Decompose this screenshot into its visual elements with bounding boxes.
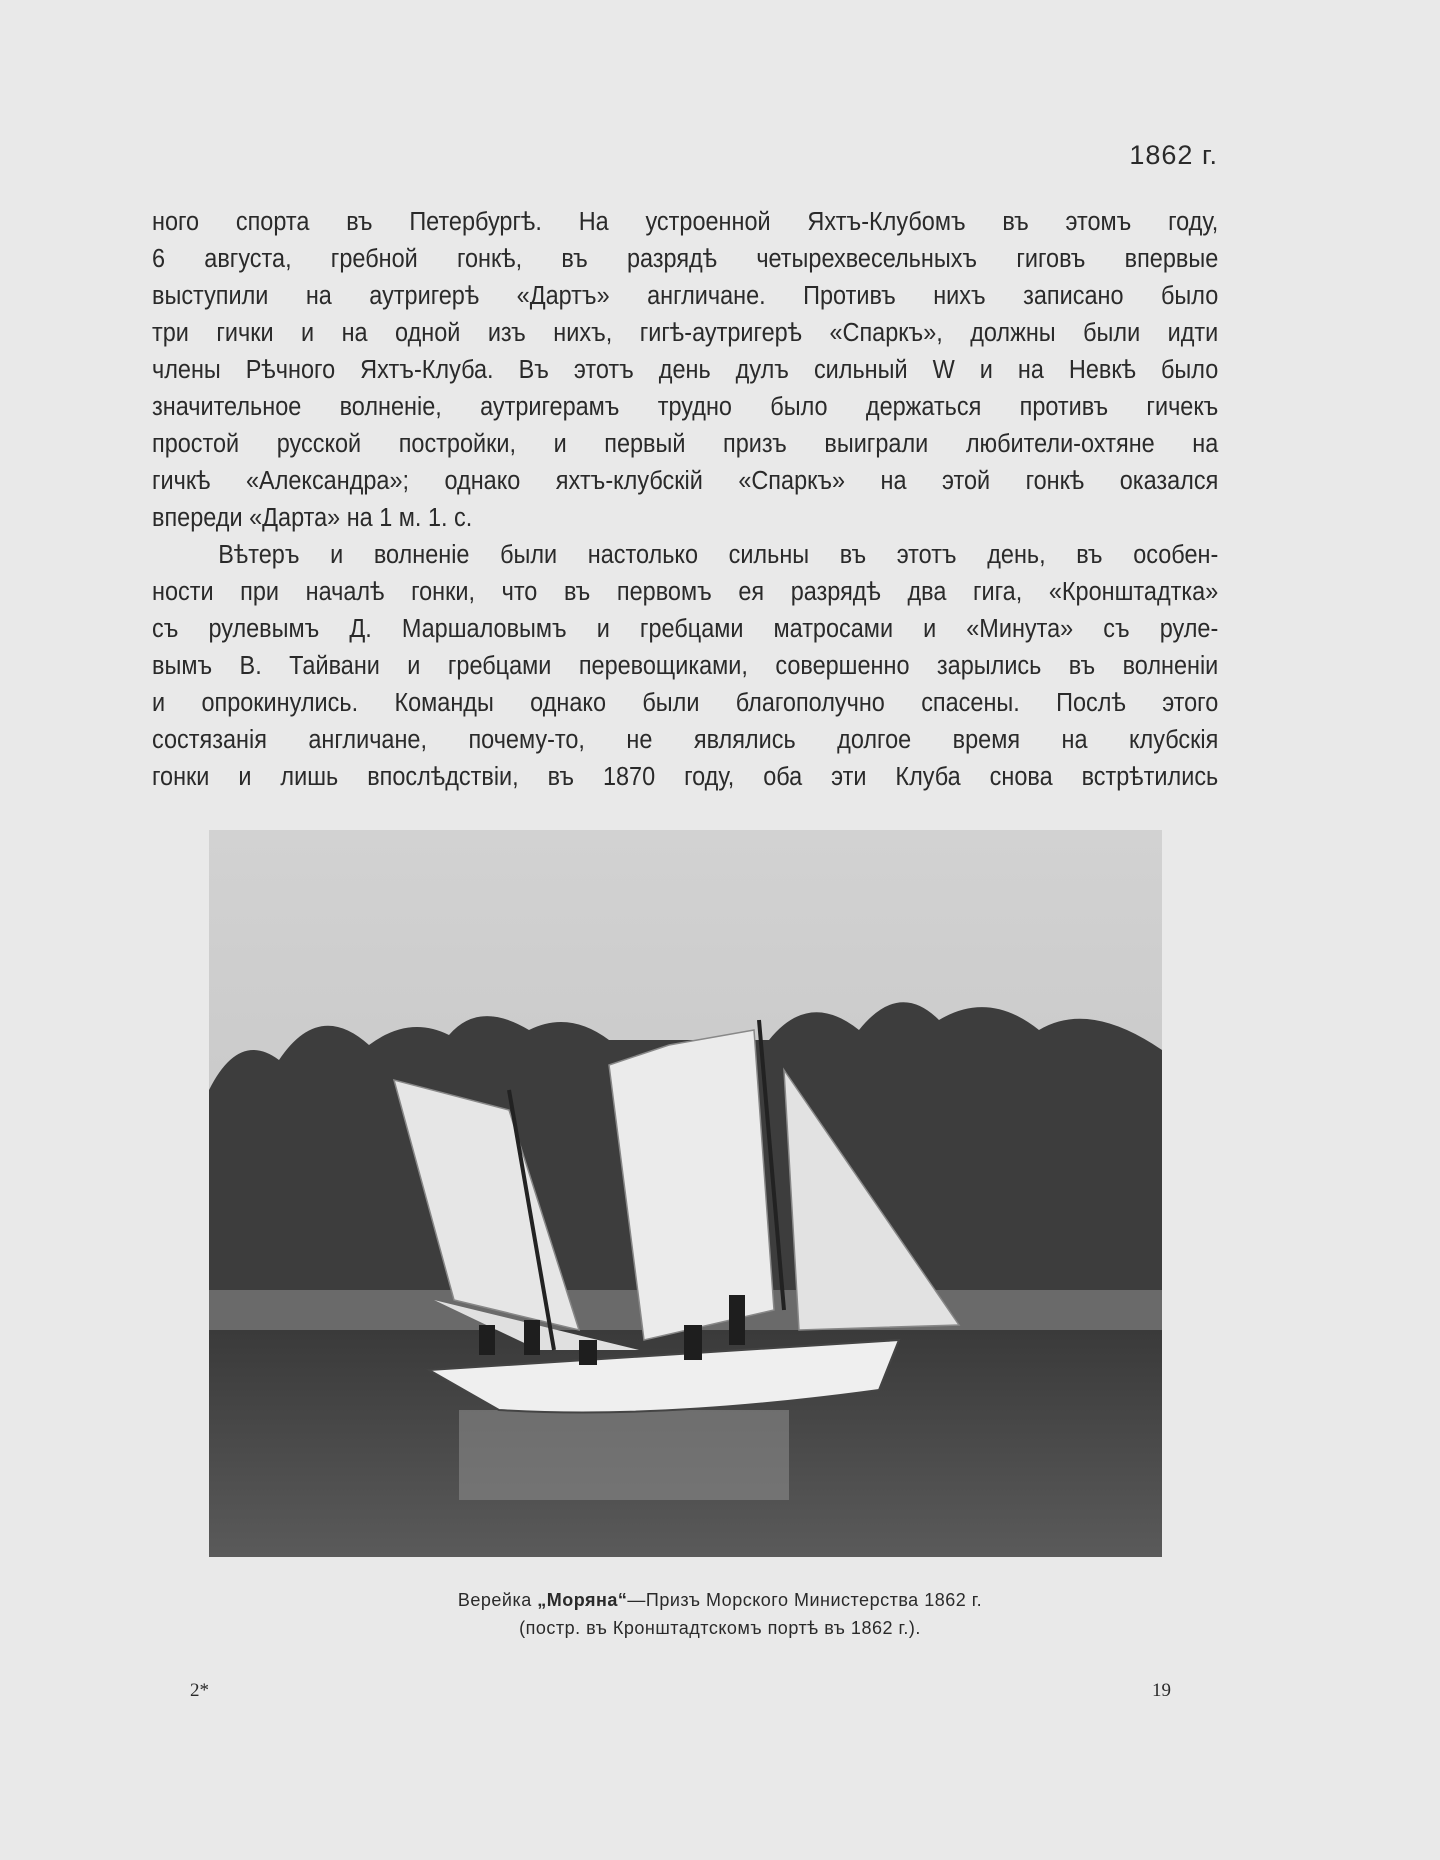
caption-boat-name: „Моряна“ xyxy=(537,1590,628,1610)
figure-caption xyxy=(0,1590,1440,1611)
body-text xyxy=(152,204,1218,796)
text-line: гонки и лишь впослѣдствіи, въ 1870 году, оба эти Клуба снова встрѣтились xyxy=(152,763,1219,791)
text-line: вымъ В. Тайвани и гребцами перевощиками, совершенно зарылись въ волненіи xyxy=(152,652,1219,680)
running-header-year: 1862 г. xyxy=(1129,140,1218,170)
text-line: Вѣтеръ и волненіе были настолько сильны въ этотъ день, въ особен- xyxy=(218,541,1219,569)
text-line: состязанія англичане, почему-то, не являлись долгое время на клубскія xyxy=(152,726,1219,754)
text-line: съ рулевымъ Д. Маршаловымъ и гребцами матросами и «Минута» съ руле- xyxy=(152,615,1219,643)
photo-sailboat xyxy=(209,830,1162,1557)
text-line: ности при началѣ гонки, что въ первомъ ея разрядѣ два гига, «Кронштадтка» xyxy=(152,578,1219,606)
paragraph-2 xyxy=(152,537,1218,796)
text-line: 6 августа, гребной гонкѣ, въ разрядѣ четырехвесельныхъ гиговъ впервые xyxy=(152,245,1219,273)
paragraph-1 xyxy=(152,204,1218,537)
text-line: значительное волненіе, аутригерамъ трудно было держаться противъ гичекъ xyxy=(152,393,1219,421)
text-line: впереди «Дарта» на 1 м. 1. с. xyxy=(152,504,473,532)
text-line: ного спорта въ Петербургѣ. На устроенной Яхтъ-Клубомъ въ этомъ году, xyxy=(152,208,1219,236)
text-line: простой русской постройки, и первый призъ выиграли любители-охтяне на xyxy=(152,430,1219,458)
signature-mark: 2* xyxy=(190,1680,209,1701)
text-line: выступили на аутригерѣ «Дартъ» англичане. Противъ нихъ записано было xyxy=(152,282,1219,310)
figure-caption-line2: (постр. въ Кронштадтскомъ портѣ въ 1862 г.). xyxy=(519,1618,921,1638)
caption-prefix: Верейка xyxy=(457,1590,538,1610)
page-number: 19 xyxy=(1152,1680,1171,1701)
text-line: и опрокинулись. Команды однако были благополучно спасены. Послѣ этого xyxy=(152,689,1219,717)
text-line: гичкѣ «Александра»; однако яхтъ-клубскій «Спаркъ» на этой гонкѣ оказался xyxy=(152,467,1219,495)
text-line: три гички и на одной изъ нихъ, гигѣ-аутригерѣ «Спаркъ», должны были идти xyxy=(152,319,1219,347)
text-line: члены Рѣчного Яхтъ-Клуба. Въ этотъ день дулъ сильный W и на Невкѣ было xyxy=(152,356,1219,384)
caption-rest: —Призъ Морского Министерства 1862 г. xyxy=(627,1590,983,1610)
